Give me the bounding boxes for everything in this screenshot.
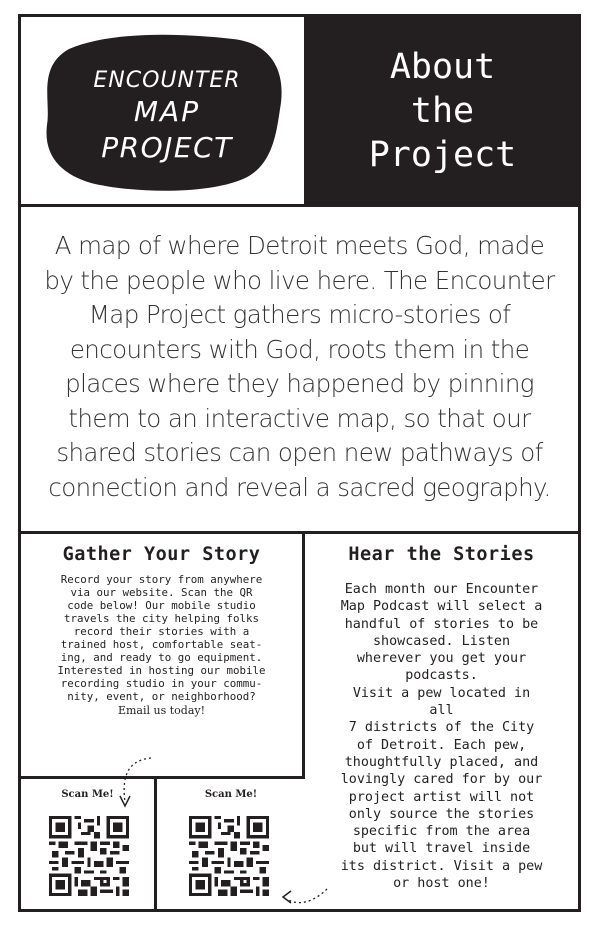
title-panel [307,17,578,207]
encounter-map-project-logo [21,17,304,204]
logo-line-map: MAP [133,95,201,128]
logo-line-encounter: ENCOUNTER [93,68,241,93]
scan-me-label: Scan Me! [204,789,258,800]
dotted-arrow-left-icon [271,877,331,917]
qr-code-icon[interactable] [189,816,269,896]
dotted-arrow-down-icon [111,752,171,822]
qr-code-icon[interactable] [49,816,129,896]
intro-text: A map of where Detroit meets God, made by the people who live here. The Encounter Map Project gathers micro-stories of encounters with God, roots them in the places where they happened by pinning them to an interactive map, so that our shared stories can open new pathways of connection and reveal a sacred geography. [44,231,555,502]
hear-heading: Hear the Stories [348,544,535,565]
email-link[interactable]: Email us today! [117,704,206,717]
gather-body: Record your story from anywhere via our website. Scan the QR code below! Our mobile studio travels the city helping folks record their stories with a trained host, comfortable seat- ing, and ready to go equipment. Interested in hosting our mobile recording studio in your commu- nity, event, or neighborhood? [57,573,266,703]
hear-section [305,534,578,909]
logo-panel [21,17,307,207]
scan-me-label: Scan Me! [61,789,114,800]
hear-body: Each month our Encounter Map Podcast will select a handful of stories to be showcased. Listen wherever you get your podcasts. Visit a pew located in all 7 districts of the City of Detroit. Each pew, thoughtfully placed, and lovingly cared for by our project artist will not only source the stories specific from the area but will travel inside its district. Visit a pew or host one! [340,582,543,892]
logo-line-project: PROJECT [101,131,233,164]
gather-heading: Gather Your Story [62,544,261,565]
intro-panel [21,207,578,534]
gather-section [21,534,305,779]
page-title: About the Project [368,46,517,175]
flyer-frame [18,14,581,912]
